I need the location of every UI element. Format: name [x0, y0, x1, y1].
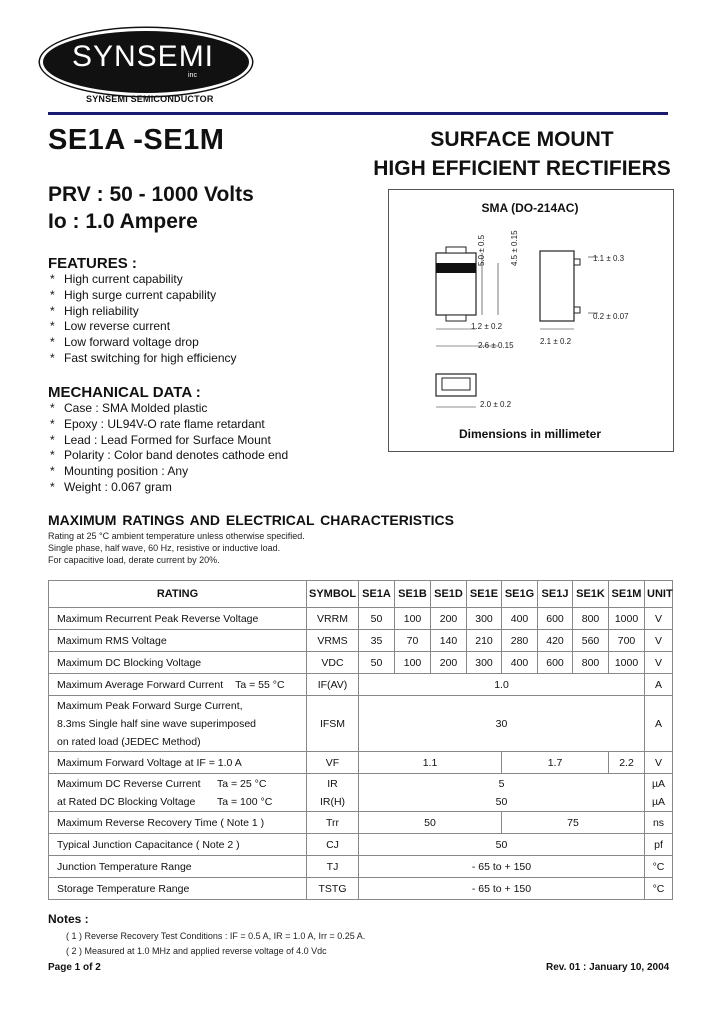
condition-line: Rating at 25 °C ambient temperature unless otherwise specified. [48, 531, 305, 541]
logo-text: SYNSEMI [71, 40, 215, 73]
list-item: * Epoxy : UL94V-O rate flame retardant [50, 416, 265, 431]
package-footer: Dimensions in millimeter [458, 427, 602, 441]
features-list [50, 272, 237, 367]
list-item: * Polarity : Color band denotes cathode end [50, 448, 289, 463]
logo-inc: inc [188, 72, 197, 79]
mechanical-heading: MECHANICAL DATA : [48, 384, 201, 401]
col-header: SYMBOL [307, 581, 359, 608]
table-row: Storage Temperature Range TSTG - 65 to + 150 °C [49, 878, 673, 900]
package-drawing [388, 189, 672, 450]
dim-bottom-width: 2.0 ± 0.2 [480, 400, 512, 409]
table-header-row [49, 581, 673, 608]
condition-line: For capacitive load, derate current by 20%. [48, 555, 220, 565]
dim-body-length-2: 4.5 ± 0.15 [510, 230, 519, 266]
col-header: SE1B [395, 581, 431, 608]
col-header: SE1K [573, 581, 609, 608]
table-row: Maximum DC Blocking Voltage VDC 50 100 200 300 400 600 800 1000 V [49, 652, 673, 674]
col-header: SE1G [502, 581, 538, 608]
table-row: Maximum Forward Voltage at IF = 1.0 A VF 1.1 1.7 2.2 V [49, 752, 673, 774]
col-header: RATING [49, 581, 307, 608]
revision: Rev. 01 : January 10, 2004 [546, 962, 670, 973]
dim-lead-thickness: 0.2 ± 0.07 [593, 312, 629, 321]
dim-body-length: 5.0 ± 0.5 [477, 234, 486, 266]
note-item: ( 2 ) Measured at 1.0 MHz and applied reverse voltage of 4.0 Vdc [66, 946, 327, 956]
col-header: SE1A [359, 581, 395, 608]
list-item: * Weight : 0.067 gram [50, 479, 172, 494]
mechanical-list [50, 401, 288, 496]
list-item: * Mounting position : Any [50, 464, 189, 479]
list-item: * Fast switching for high efficiency [50, 350, 237, 365]
part-number: SE1A -SE1M [48, 124, 225, 156]
col-header: SE1J [538, 581, 573, 608]
notes-heading: Notes : [48, 912, 89, 926]
table-row: Typical Junction Capacitance ( Note 2 ) CJ 50 pf [49, 834, 673, 856]
table-row: Maximum Peak Forward Surge Current, 8.3ms Single half sine wave superimposed on rated load (JEDEC Method) IFSM 30 A [49, 696, 673, 752]
list-item: * Lead : Lead Formed for Surface Mount [50, 432, 271, 447]
title-line-1: SURFACE MOUNT [430, 128, 614, 151]
note-item: ( 1 ) Reverse Recovery Test Conditions : IF = 0.5 A, IR = 1.0 A, Irr = 0.25 A. [66, 931, 366, 941]
dim-side-width: 2.1 ± 0.2 [540, 337, 572, 346]
col-header: SE1D [431, 581, 467, 608]
features-heading: FEATURES : [48, 255, 137, 272]
col-header: UNIT [645, 581, 673, 608]
table-row: Maximum Average Forward Current Ta = 55 °C IF(AV) 1.0 A [49, 674, 673, 696]
table-row: Junction Temperature Range TJ - 65 to + 150 °C [49, 856, 673, 878]
list-item: * Case : SMA Molded plastic [50, 401, 208, 415]
page-number: Page 1 of 2 [48, 962, 101, 973]
prv-spec: PRV : 50 - 1000 Volts [48, 183, 254, 206]
title-line-2: HIGH EFFICIENT RECTIFIERS [373, 157, 671, 180]
io-spec: Io : 1.0 Ampere [48, 210, 198, 233]
logo-subtitle: SYNSEMI SEMICONDUCTOR [86, 94, 214, 104]
package-title: SMA (DO-214AC) [481, 201, 579, 215]
dim-lead-width: 1.2 ± 0.2 [471, 322, 503, 331]
list-item: * High surge current capability [50, 287, 217, 302]
dim-height: 1.1 ± 0.3 [593, 254, 625, 263]
header-divider [48, 112, 668, 115]
table-row: Maximum RMS Voltage VRMS 35 70 140 210 280 420 560 700 V [49, 630, 673, 652]
col-header: SE1E [467, 581, 502, 608]
list-item: * Low reverse current [50, 319, 171, 334]
list-item: * High reliability [50, 303, 139, 318]
list-item: * Low forward voltage drop [50, 335, 199, 350]
table-row: Maximum DC Reverse Current Ta = 25 °C at Rated DC Blocking Voltage Ta = 100 °C IR IR(H) 5 50 µA µA [49, 774, 673, 812]
condition-line: Single phase, half wave, 60 Hz, resistive or inductive load. [48, 543, 281, 553]
ratings-table [48, 580, 673, 900]
list-item: * High current capability [50, 272, 183, 286]
table-row: Maximum Recurrent Peak Reverse Voltage VRRM 50 100 200 300 400 600 800 1000 V [49, 608, 673, 630]
ratings-heading: MAXIMUM RATINGS AND ELECTRICAL CHARACTERISTICS [48, 512, 454, 528]
col-header: SE1M [609, 581, 645, 608]
table-row: Maximum Reverse Recovery Time ( Note 1 ) Trr 50 75 ns [49, 812, 673, 834]
dim-body-width: 2.6 ± 0.15 [478, 341, 514, 350]
